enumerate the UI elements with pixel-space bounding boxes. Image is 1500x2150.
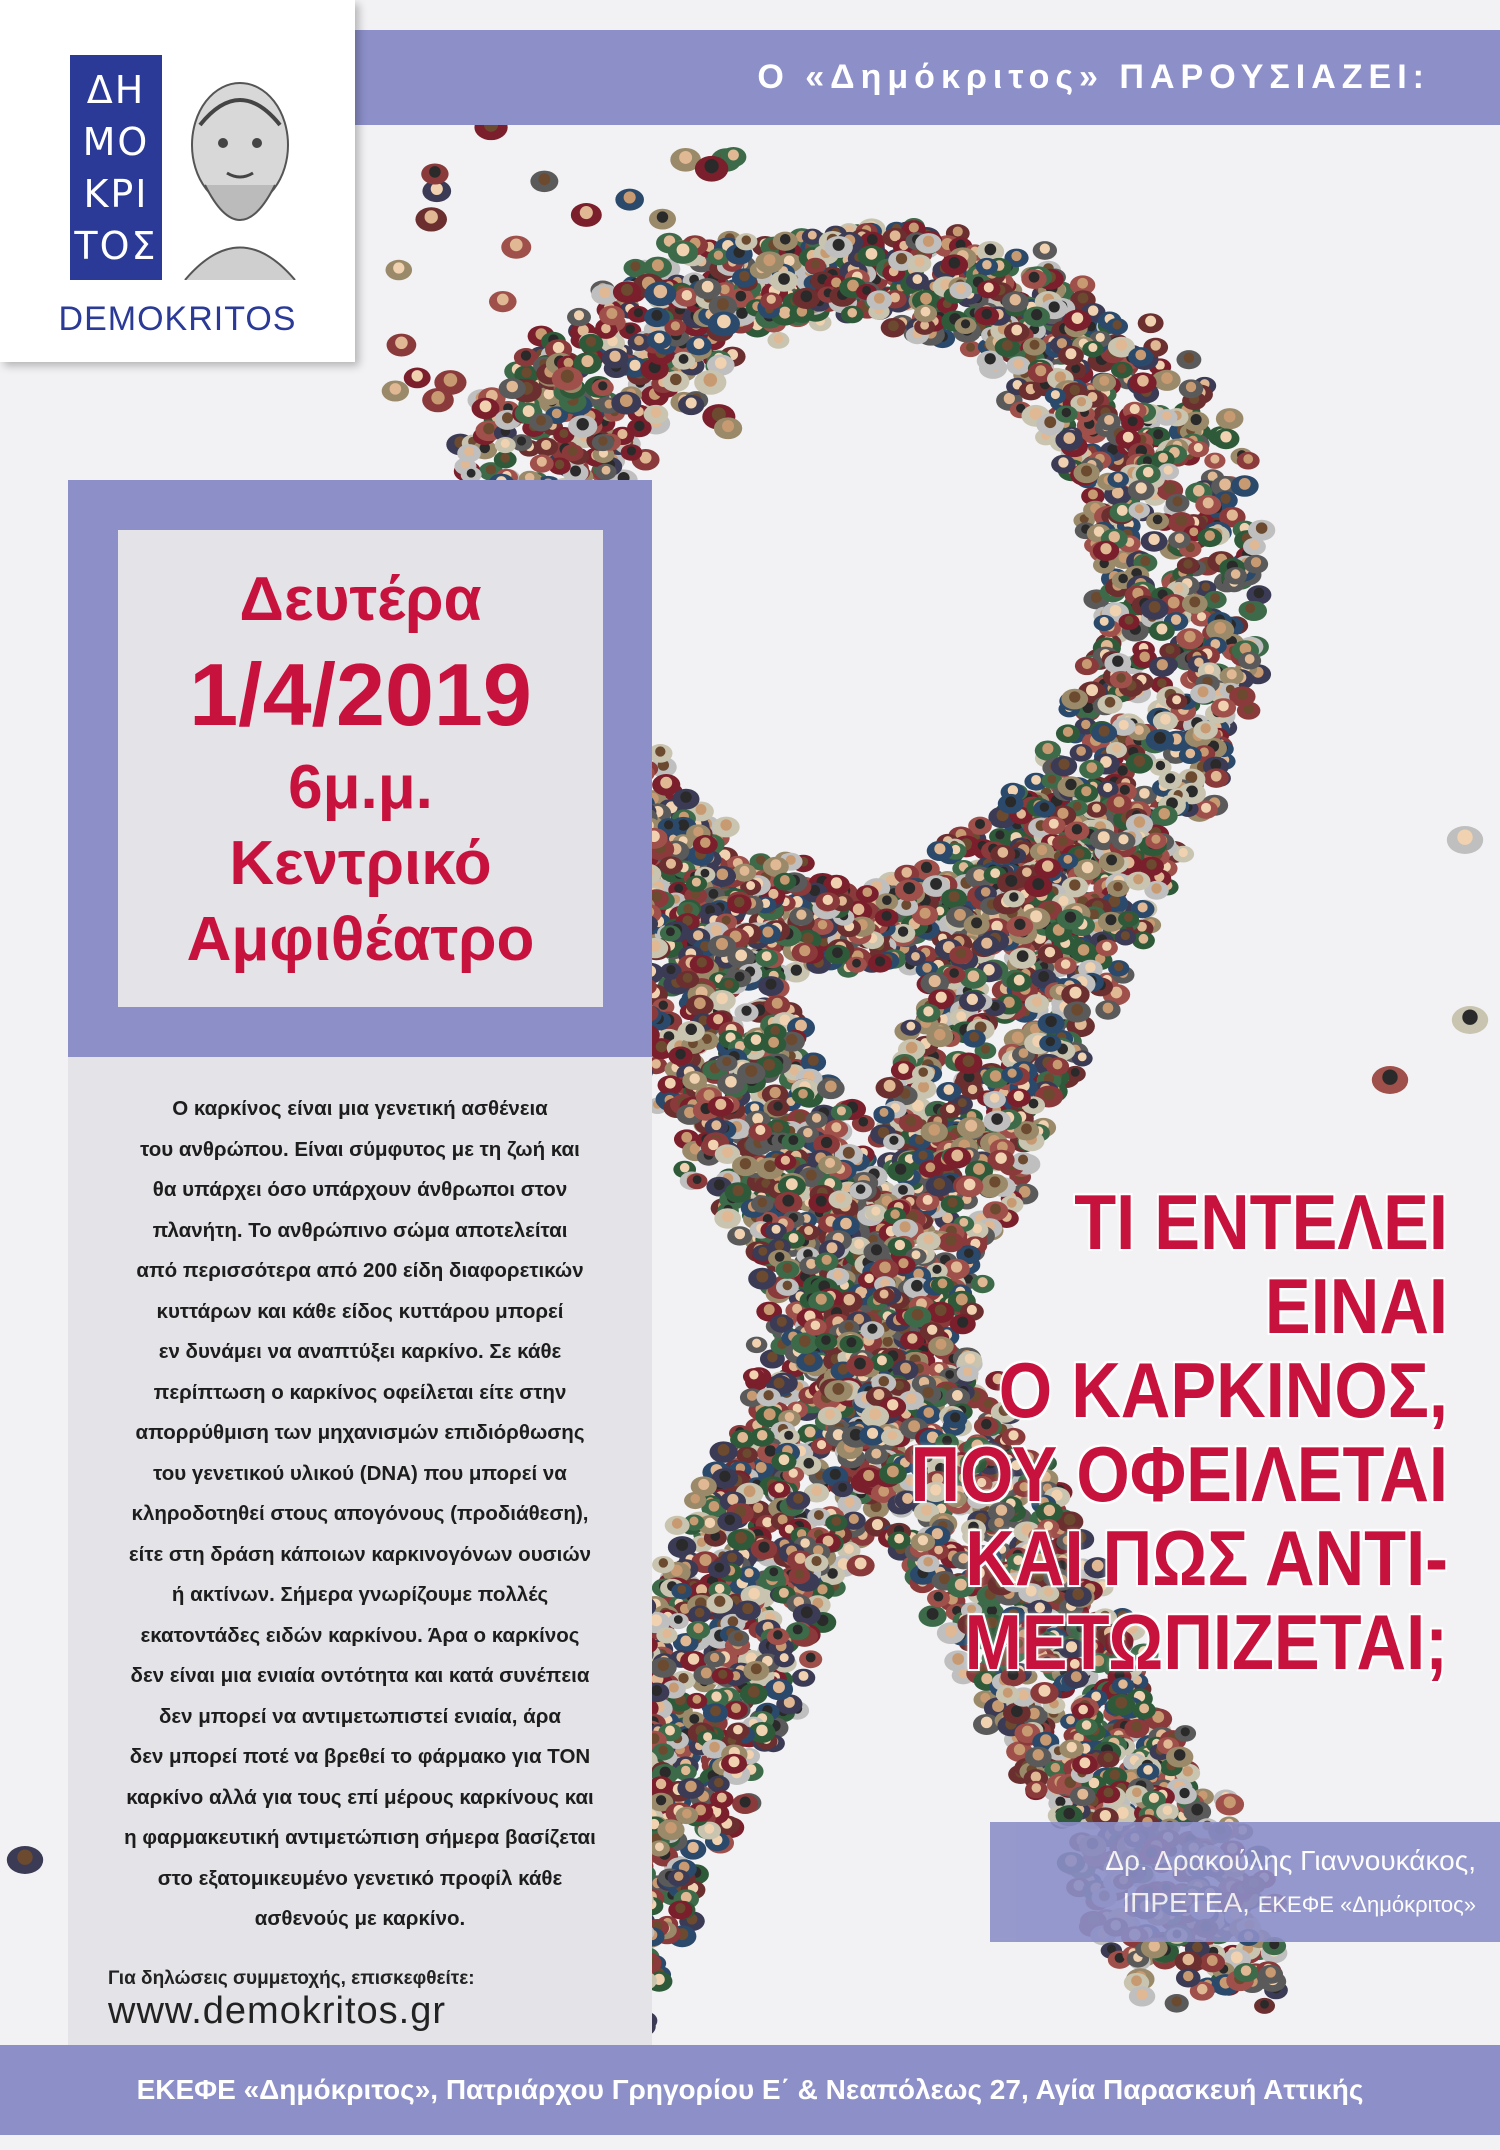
description-line: δεν μπορεί να αντιμετωπιστεί ενιαία, άρα bbox=[158, 1704, 562, 1728]
description-panel bbox=[68, 1057, 652, 2055]
headline-line: ΠΟΥ ΟΦΕΙΛΕΤΑΙ bbox=[910, 1430, 1448, 1518]
registration-label: Για δηλώσεις συμμετοχής, επισκεφθείτε: bbox=[108, 1967, 475, 1989]
democritus-portrait-icon bbox=[165, 55, 315, 280]
description-line: απορρύθμιση των μηχανισμών επιδιόρθωσης bbox=[135, 1421, 585, 1444]
presents-title: Ο «Δημόκριτος» ΠΑΡΟΥΣΙΑΖΕΙ: bbox=[757, 58, 1430, 96]
headline-line: ΤΙ ΕΝΤΕΛΕΙ bbox=[1074, 1178, 1448, 1266]
speaker-name: Δρ. Δρακούλης Γιαννουκάκος, bbox=[1105, 1845, 1476, 1876]
footer-address: ΕΚΕΦΕ «Δημόκριτος», Πατριάρχου Γρηγορίου Ε΄ & Νεαπόλεως 27, Αγία Παρασκευή Αττικής bbox=[136, 2074, 1364, 2105]
description-line: στο εξατομικευμένο γενετικό προφίλ κάθε bbox=[157, 1866, 563, 1890]
headline bbox=[779, 1180, 1448, 1684]
footer-band bbox=[0, 2045, 1500, 2135]
logo-line: ΔΗ bbox=[86, 67, 146, 112]
speaker-panel bbox=[990, 1822, 1500, 1942]
description-line: κυττάρων και κάθε είδος κυττάρου μπορεί bbox=[156, 1299, 564, 1323]
headline-line: ΜΕΤΩΠΙΖΕΤΑΙ; bbox=[964, 1598, 1448, 1686]
event-info bbox=[118, 530, 603, 1007]
headline-line: Ο ΚΑΡΚΙΝΟΣ, bbox=[998, 1346, 1448, 1434]
description-line: ή ακτίνων. Σήμερα γνωρίζουμε πολλές bbox=[171, 1583, 549, 1606]
description-line: του γενετικού υλικού (DNA) που μπορεί να bbox=[153, 1461, 567, 1485]
event-venue: Αμφιθέατρο bbox=[186, 904, 535, 974]
logo-line: ΤΟΣ bbox=[74, 223, 158, 268]
logo-name: DEMOKRITOS bbox=[58, 300, 297, 338]
description-text bbox=[88, 1089, 632, 1940]
headline-line: ΚΑΙ ΠΩΣ ΑΝΤΙ- bbox=[965, 1514, 1448, 1602]
speaker-affiliation bbox=[990, 1882, 1476, 1926]
description-line: από περισσότερα από 200 είδη διαφορετικών bbox=[136, 1259, 584, 1282]
description-line: θα υπάρχει όσο υπάρχουν άνθρωποι στον bbox=[152, 1178, 568, 1201]
event-day: Δευτέρα bbox=[239, 564, 482, 634]
logo-line: ΚΡΙ bbox=[83, 171, 149, 216]
website-link[interactable]: www.demokritos.gr bbox=[108, 1989, 446, 2032]
speaker-organization: ΕΚΕΦΕ «Δημόκριτος» bbox=[1257, 1892, 1476, 1917]
logo bbox=[0, 0, 355, 362]
description-line: εν δυνάμει να αναπτύξει καρκίνο. Σε κάθε bbox=[158, 1340, 562, 1363]
description-line: πλανήτη. Το ανθρώπινο σώμα αποτελείται bbox=[152, 1218, 568, 1242]
description-line: δεν μπορεί ποτέ να βρεθεί το φάρμακο για ΤΟΝ bbox=[129, 1745, 591, 1768]
description-line: η φαρμακευτική αντιμετώπιση σήμερα βασίζεται bbox=[124, 1826, 596, 1849]
logo-line: ΜΟ bbox=[82, 119, 150, 164]
description-line: δεν είναι μια ενιαία οντότητα και κατά συνέπεια bbox=[130, 1664, 590, 1687]
header-band bbox=[355, 30, 1500, 125]
headline-line: ΕΙΝΑΙ bbox=[1264, 1262, 1448, 1350]
logo-greek-mark bbox=[70, 55, 162, 280]
speaker-institute: ΙΠΡΕΤΕΑ, bbox=[1122, 1887, 1258, 1918]
description-line: εκατοντάδες ειδών καρκίνου. Άρα ο καρκίνος bbox=[140, 1623, 580, 1647]
description-line: Ο καρκίνος είναι μια γενετική ασθένεια bbox=[172, 1097, 548, 1120]
event-venue: Κεντρικό bbox=[229, 828, 492, 898]
description-line: κληροδοτηθεί στους απογόνους (προδιάθεση), bbox=[131, 1502, 589, 1525]
event-date: 1/4/2019 bbox=[189, 644, 532, 744]
event-time: 6μ.μ. bbox=[288, 752, 433, 822]
description-line: καρκίνο αλλά για τους επί μέρους καρκίνους και bbox=[126, 1785, 594, 1809]
description-line: είτε στη δράση κάποιων καρκινογόνων ουσιών bbox=[128, 1542, 592, 1566]
description-line: του ανθρώπου. Είναι σύμφυτος με τη ζωή και bbox=[140, 1137, 580, 1161]
description-line: ασθενούς με καρκίνο. bbox=[254, 1907, 466, 1930]
description-line: περίπτωση ο καρκίνος οφείλεται είτε στην bbox=[153, 1380, 567, 1404]
